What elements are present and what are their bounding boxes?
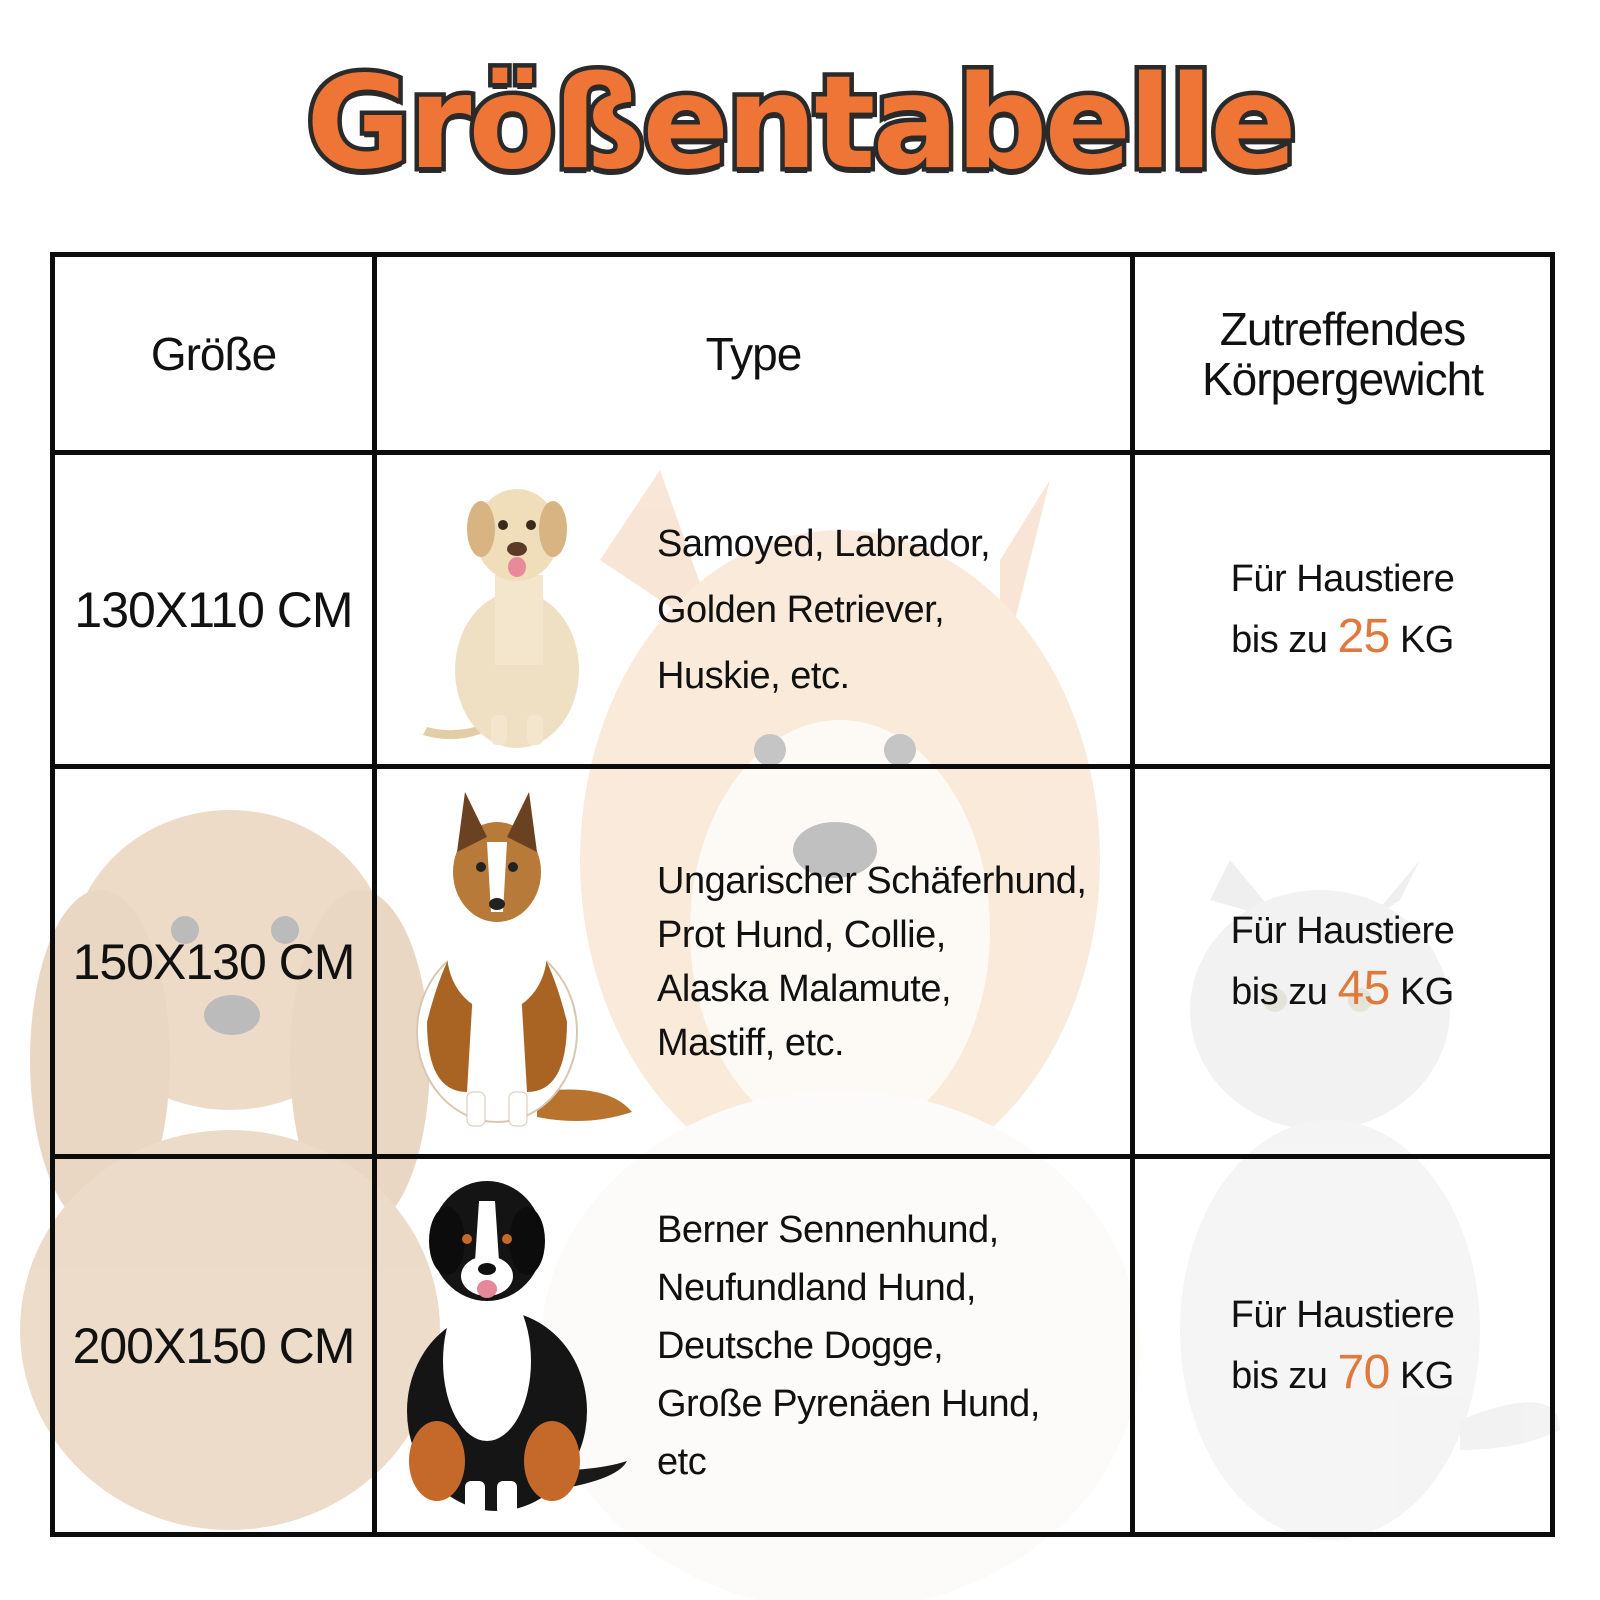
size-table: [50, 252, 1555, 1537]
weight-unit: KG: [1399, 1355, 1454, 1397]
type-cell: [375, 453, 1133, 767]
table-row: [53, 767, 1553, 1157]
breed-line: Huskie, etc.: [657, 654, 850, 697]
page-title: Größentabelle: [306, 48, 1294, 198]
weight-lead: bis zu: [1231, 619, 1328, 661]
breed-line: Alaska Malamute,: [657, 967, 952, 1010]
table-header-row: [53, 255, 1553, 453]
labrador-dog-icon: [377, 465, 647, 755]
weight-prefix: Für Haustiere: [1230, 558, 1455, 600]
weight-value: 45: [1337, 962, 1390, 1015]
weight-unit: KG: [1399, 619, 1454, 661]
header-size: Größe: [53, 255, 375, 453]
size-cell: 130X110 CM: [53, 453, 375, 767]
table-row: [53, 1157, 1553, 1535]
breed-line: Prot Hund, Collie,: [657, 913, 946, 956]
weight-lead: bis zu: [1231, 1355, 1328, 1397]
table-row: [53, 453, 1553, 767]
weight-lead: bis zu: [1231, 971, 1328, 1013]
size-cell: 150X130 CM: [53, 767, 375, 1157]
weight-line: [1135, 1344, 1550, 1405]
weight-line: [1135, 960, 1550, 1021]
weight-prefix: Für Haustiere: [1230, 1294, 1455, 1336]
header-weight-line1: Zutreffendes: [1219, 302, 1466, 355]
breed-line: Große Pyrenäen Hund,: [657, 1382, 1040, 1425]
breed-list: [647, 1201, 1040, 1491]
breed-line: Mastiff, etc.: [657, 1021, 845, 1064]
weight-line: [1135, 608, 1550, 669]
header-weight-line2: Körpergewicht: [1201, 352, 1484, 405]
size-cell: 200X150 CM: [53, 1157, 375, 1535]
weight-unit: KG: [1399, 971, 1454, 1013]
breed-line: Ungarischer Schäferhund,: [657, 859, 1087, 902]
weight-value: 70: [1337, 1346, 1390, 1399]
bernese-dog-icon: [377, 1171, 647, 1521]
header-weight: [1133, 255, 1553, 453]
breed-line: Berner Sennenhund,: [657, 1208, 999, 1251]
weight-cell: [1133, 767, 1553, 1157]
breed-line: Samoyed, Labrador,: [657, 522, 991, 565]
collie-dog-icon: [377, 792, 647, 1132]
type-cell: [375, 1157, 1133, 1535]
breed-line: Neufundland Hund,: [657, 1266, 976, 1309]
weight-cell: [1133, 1157, 1553, 1535]
breed-line: etc: [657, 1440, 707, 1483]
weight-cell: [1133, 453, 1553, 767]
breed-list: [647, 854, 1086, 1070]
type-cell: [375, 767, 1133, 1157]
title-banner: [0, 38, 1600, 208]
weight-value: 25: [1337, 610, 1390, 663]
header-type: Type: [375, 255, 1133, 453]
breed-line: Golden Retriever,: [657, 588, 945, 631]
breed-list: [647, 511, 990, 709]
weight-prefix: Für Haustiere: [1230, 910, 1455, 952]
breed-line: Deutsche Dogge,: [657, 1324, 944, 1367]
